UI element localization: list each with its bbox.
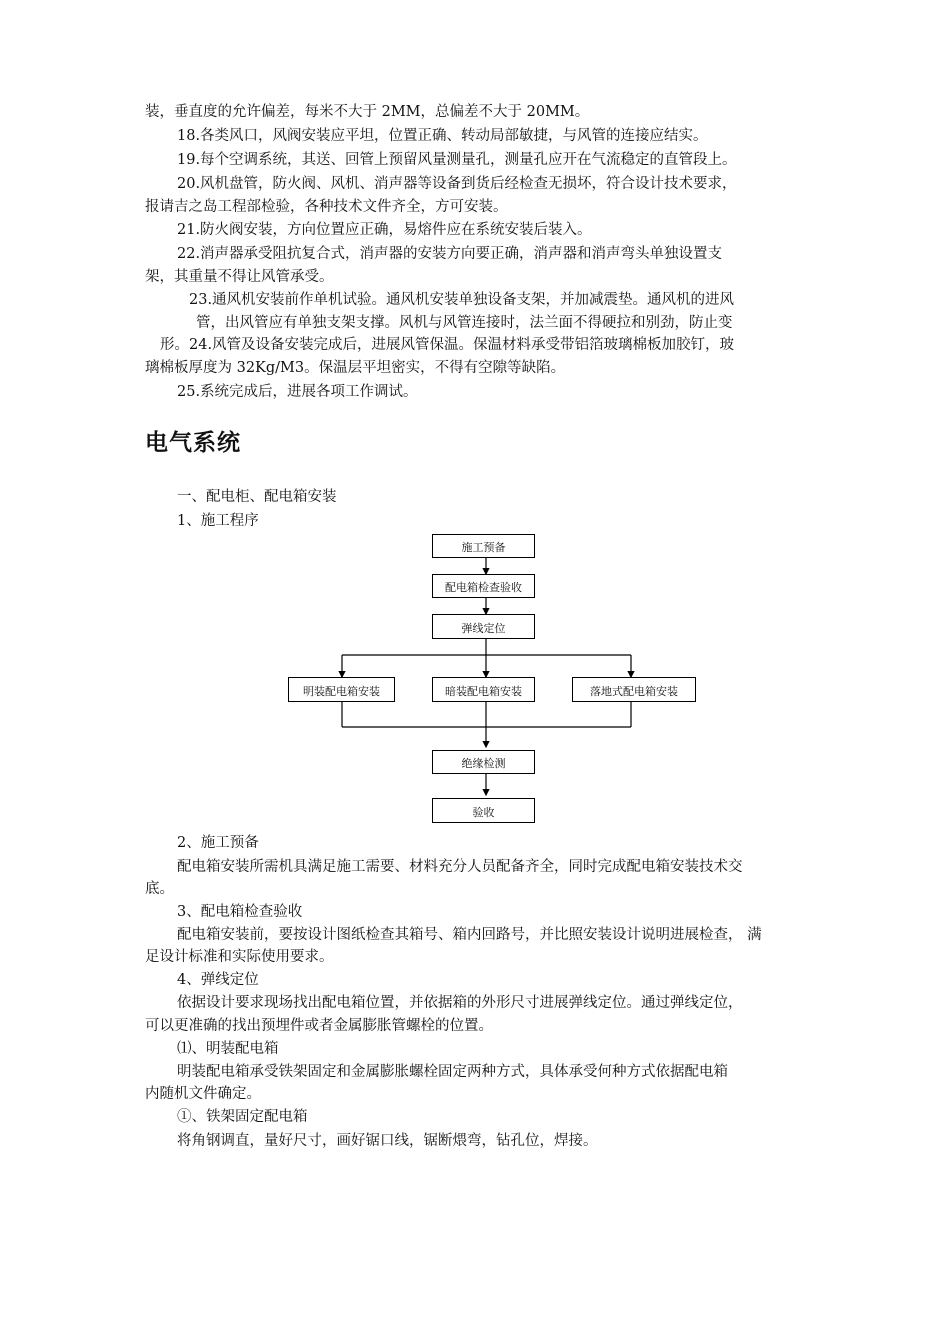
flow-step-insulation-test-label: 绝缘检测 [461, 757, 506, 770]
para-item-20: 20.风机盘管，防火阀、风机、消声器等设备到货后经检查无损坏，符合设计技术要求， [177, 176, 737, 192]
subsection-heading: 一、配电柜、配电箱安装 [177, 489, 337, 505]
section-title: 电气系统 [145, 430, 241, 456]
para-item-23: 23.通风机安装前作单机试验。通风机安装单独设备支架，并加减震垫。通风机的进风 [189, 292, 735, 308]
para-inspection: 配电箱安装前，要按设计图纸检查其箱号、箱内回路号，并比照安装设计说明进展检查， 满 [177, 927, 762, 943]
para-item-22-cont: 架，其重量不得让风管承受。 [145, 269, 334, 285]
heading-surface-mount: ⑴、明装配电箱 [177, 1041, 279, 1057]
para-item-24-cont: 璃棉板厚度为 32Kg/M3。保温层平坦密实，不得有空隙等缺陷。 [145, 360, 566, 376]
flow-step-insulation-test [432, 750, 535, 774]
heading-preparation: 2、施工预备 [177, 835, 259, 851]
para-vertical-tolerance: 装，垂直度的允许偏差，每米不大于 2MM，总偏差不大于 20MM。 [145, 104, 590, 120]
flow-branch-floor-standing-label: 落地式配电箱安装 [590, 685, 678, 698]
para-item-22: 22.消声器承受阻抗复合式，消声器的安装方向要正确，消声器和消声弯头单独设置支 [177, 246, 723, 262]
para-surface-mount-cont: 内随机文件确定。 [145, 1086, 261, 1102]
heading-bracket-fixing: ①、铁架固定配电箱 [177, 1109, 308, 1125]
para-item-18: 18.各类风口，风阀安装应平坦，位置正确、转动局部敏捷，与风管的连接应结实。 [177, 128, 708, 144]
heading-inspection: 3、配电箱检查验收 [177, 904, 303, 920]
heading-marking: 4、弹线定位 [177, 972, 259, 988]
flow-branch-surface-mount [288, 677, 395, 702]
para-marking: 依据设计要求现场找出配电箱位置，并依据箱的外形尺寸进展弹线定位。通过弹线定位， [177, 995, 743, 1011]
flow-step-preparation [432, 534, 535, 558]
para-preparation-cont: 底。 [145, 881, 174, 897]
para-preparation: 配电箱安装所需机具满足施工需要、材料充分人员配备齐全，同时完成配电箱安装技术交 [177, 859, 743, 875]
flow-step-line-marking-label: 弹线定位 [461, 622, 506, 635]
para-inspection-cont: 足设计标准和实际使用要求。 [145, 949, 334, 965]
flow-step-box-inspection-label: 配电箱检查验收 [445, 581, 522, 594]
flow-step-preparation-label: 施工预备 [461, 541, 506, 554]
para-item-25: 25.系统完成后，进展各项工作调试。 [177, 384, 418, 400]
flow-branch-floor-standing [572, 677, 696, 702]
flow-branch-surface-mount-label: 明装配电箱安装 [303, 685, 380, 698]
para-bracket-fixing: 将角钢调直，量好尺寸，画好锯口线，锯断煨弯，钻孔位，焊接。 [177, 1133, 598, 1149]
para-item-20-cont: 报请吉之岛工程部检验，各种技术文件齐全，方可安装。 [145, 199, 508, 215]
para-item-21: 21.防火阀安装，方向位置应正确，易熔件应在系统安装后装入。 [177, 222, 592, 238]
para-item-19: 19.每个空调系统，其送、回管上预留风量测量孔，测量孔应开在气流稳定的直管段上。 [177, 152, 737, 168]
para-surface-mount: 明装配电箱承受铁架固定和金属膨胀螺栓固定两种方式，具体承受何种方式依据配电箱 [177, 1064, 728, 1080]
flow-step-line-marking [432, 614, 535, 639]
para-marking-cont: 可以更准确的找出预埋件或者金属膨胀管螺栓的位置。 [145, 1018, 493, 1034]
flow-step-acceptance [432, 798, 535, 823]
para-item-23-cont: 管，出风管应有单独支架支撑。风机与风管连接时，法兰面不得硬拉和别劲，防止变 [196, 315, 733, 331]
flow-branch-concealed-mount-label: 暗装配电箱安装 [445, 685, 522, 698]
procedure-heading: 1、施工程序 [177, 513, 259, 529]
flow-step-box-inspection [432, 574, 535, 598]
para-item-24: 形。24.风管及设备安装完成后，进展风管保温。保温材料承受带铝箔玻璃棉板加胶钉，玻 [160, 337, 735, 353]
flow-branch-concealed-mount [432, 677, 535, 702]
flow-step-acceptance-label: 验收 [472, 806, 495, 819]
